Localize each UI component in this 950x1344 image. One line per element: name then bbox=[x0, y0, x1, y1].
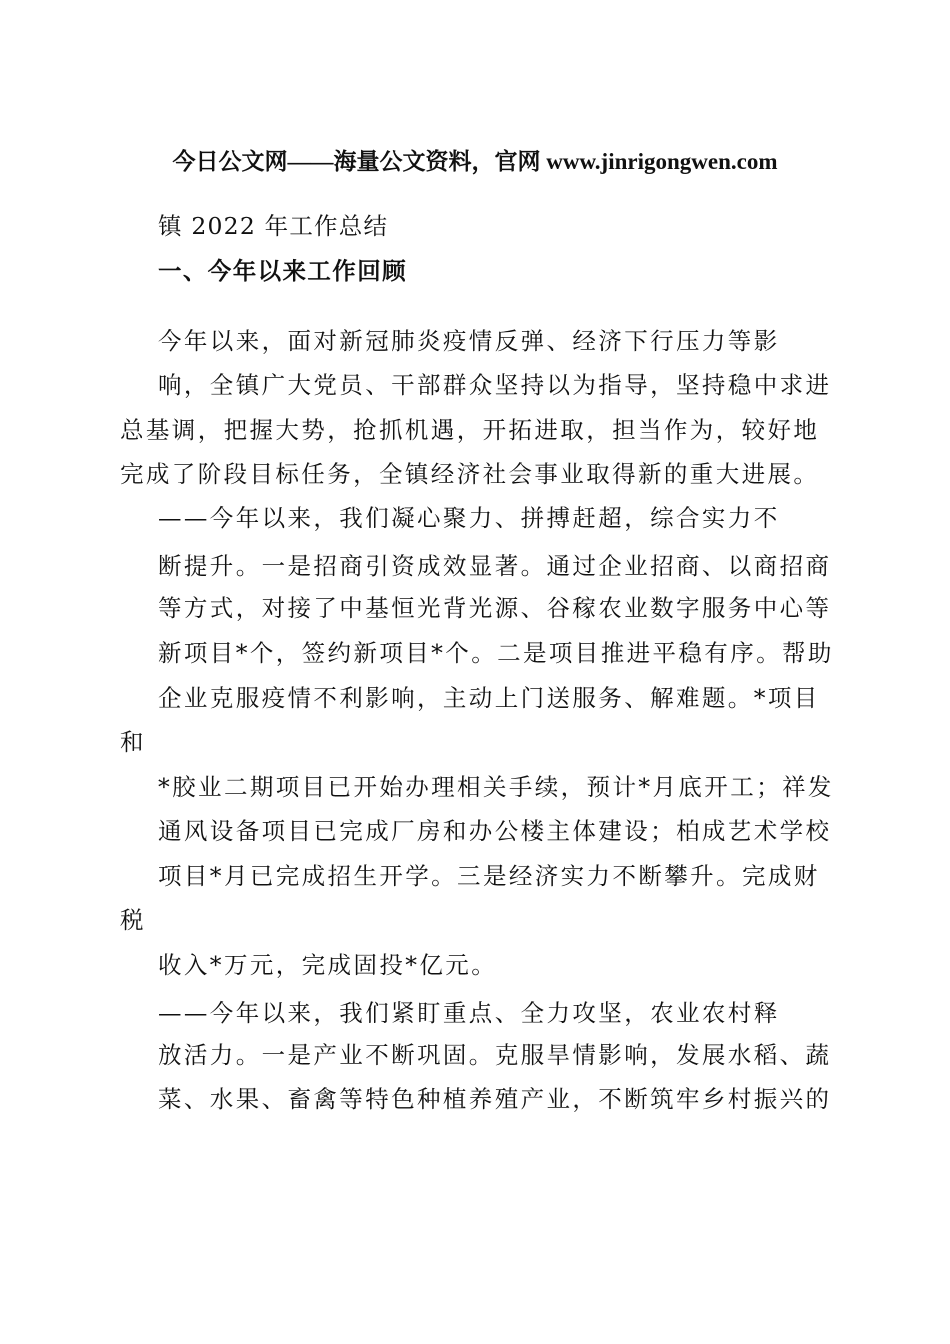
body-line: 完成了阶段目标任务，全镇经济社会事业取得新的重大进展。 bbox=[120, 460, 820, 488]
body-line: 菜、水果、畜禽等特色种植养殖产业，不断筑牢乡村振兴的 bbox=[158, 1085, 832, 1113]
body-line: 断提升。一是招商引资成效显著。通过企业招商、以商招商 bbox=[158, 552, 832, 580]
body-line: 放活力。一是产业不断巩固。克服旱情影响，发展水稻、蔬 bbox=[158, 1041, 832, 1069]
body-line: 今年以来，面对新冠肺炎疫情反弹、经济下行压力等影 bbox=[158, 327, 780, 355]
document-title: 镇 2022 年工作总结 bbox=[158, 212, 389, 240]
body-line: 通风设备项目已完成厂房和办公楼主体建设；柏成艺术学校 bbox=[158, 817, 832, 845]
body-line: *胶业二期项目已开始办理相关手续，预计*月底开工；祥发 bbox=[158, 773, 834, 801]
body-line: ——今年以来，我们紧盯重点、全力攻坚，农业农村释 bbox=[158, 999, 780, 1027]
body-line: ——今年以来，我们凝心聚力、拼搏赶超，综合实力不 bbox=[158, 504, 780, 532]
site-banner: 今日公文网——海量公文资料，官网 www.jinrigongwen.com bbox=[172, 149, 778, 174]
body-line: 项目*月已完成招生开学。三是经济实力不断攀升。完成财 bbox=[158, 862, 820, 890]
body-line: 新项目*个，签约新项目*个。二是项目推进平稳有序。帮助 bbox=[158, 639, 834, 667]
body-line: 税 bbox=[120, 906, 146, 934]
body-line: 和 bbox=[120, 728, 146, 756]
body-line: 企业克服疫情不利影响，主动上门送服务、解难题。*项目 bbox=[158, 684, 820, 712]
body-line: 响，全镇广大党员、干部群众坚持以为指导，坚持稳中求进 bbox=[158, 371, 832, 399]
body-line: 等方式，对接了中基恒光背光源、谷稼农业数字服务中心等 bbox=[158, 594, 832, 622]
section-heading: 一、今年以来工作回顾 bbox=[158, 257, 407, 285]
body-line: 总基调，把握大势，抢抓机遇，开拓进取，担当作为，较好地 bbox=[120, 416, 820, 444]
body-line: 收入*万元，完成固投*亿元。 bbox=[158, 951, 498, 979]
